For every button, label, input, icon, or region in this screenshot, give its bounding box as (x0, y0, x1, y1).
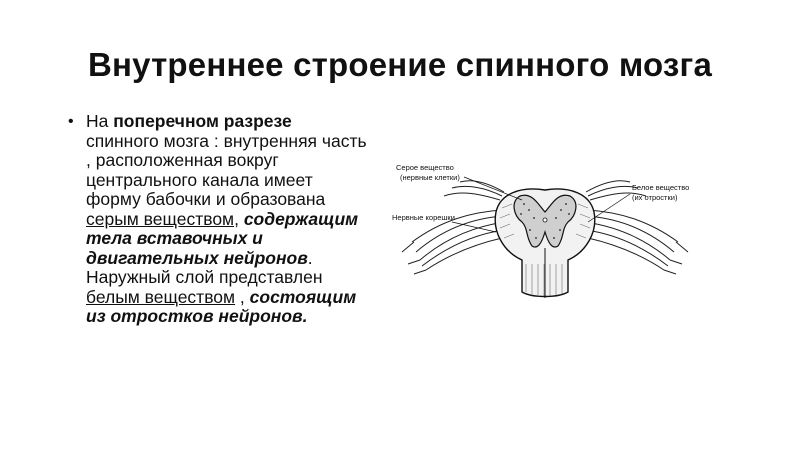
slide-title: Внутреннее строение спинного мозга (87, 46, 713, 83)
text-run-underlined: серым веществом (86, 208, 235, 229)
text-run: , (235, 286, 250, 307)
label-white-matter-1: Белое вещество (632, 183, 690, 192)
text-run-bold-italic: состоящим из отростков нейронов. (86, 286, 357, 326)
leader-white-matter (588, 194, 630, 222)
leader-nerve-roots (452, 222, 496, 232)
central-canal (543, 218, 547, 222)
text-run-bold: поперечном разрезе (113, 111, 292, 131)
bullet-text (86, 112, 368, 327)
bullet-marker: • (68, 113, 74, 130)
text-run: . Наружный слой представлен (86, 247, 323, 287)
text-run: , (234, 208, 244, 229)
label-gray-matter-1: Серое вещество (396, 163, 454, 172)
text-run: спинного мозга : внутренняя часть , расположенная вокруг центрального канала имеет форму бабочки и образована (86, 130, 367, 209)
left-nerve-roots-drawing (402, 181, 505, 274)
text-run-underlined: белым веществом (86, 286, 236, 307)
label-gray-matter-2: (нервные клетки) (400, 173, 460, 182)
label-white-matter-2: (их отростки) (632, 193, 678, 202)
label-nerve-roots: Нервные корешки (392, 213, 455, 222)
spinal-cord-diagram (392, 160, 704, 302)
bullet-list-item (68, 112, 368, 327)
text-run-bold-italic: содержащим тела вставочных и двигательных нейронов (86, 208, 359, 268)
leader-gray-matter (464, 177, 522, 200)
text-run: На (86, 111, 114, 131)
